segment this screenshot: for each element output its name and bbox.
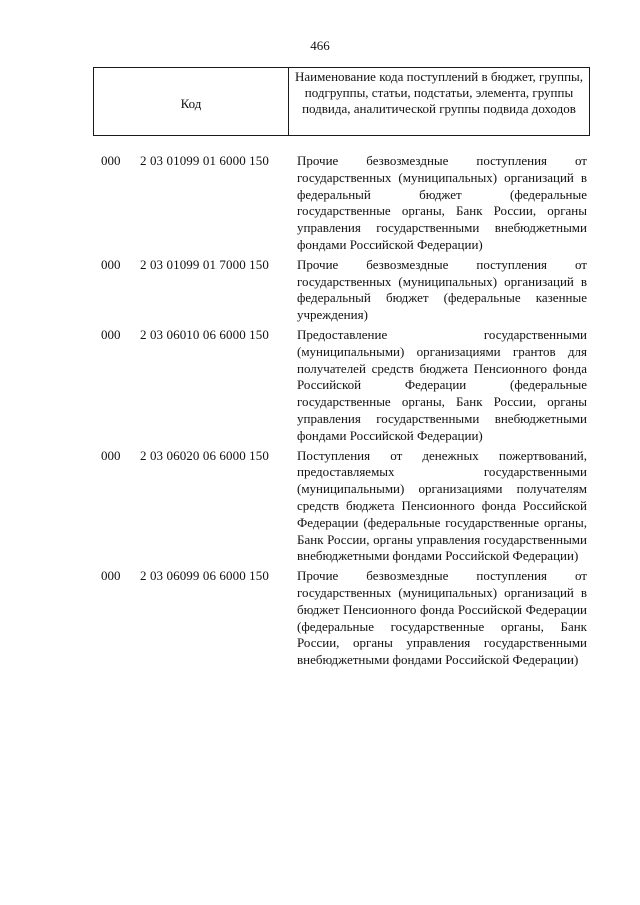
table-row xyxy=(0,445,640,566)
row-income-name: Предоставление государственными (муниципальными) организациями грантов для получателей средств бюджета Пенсионного фонда Российской Федерации (федеральные государственные органы, Банк России, органы управления государственными внебюджетными фондами Российской Федерации) xyxy=(297,326,587,443)
row-income-name: Прочие безвозмездные поступления от государственных (муниципальных) организаций в федеральный бюджет (федеральные казенные учреждения) xyxy=(297,256,587,323)
row-admin-code: 000 xyxy=(101,153,121,168)
table-row xyxy=(0,565,640,669)
header-code-label: Код xyxy=(94,68,289,135)
table-header xyxy=(93,67,590,136)
row-income-name: Поступления от денежных пожертвований, предоставляемых государственными (муниципальными) организациями получателям средств бюджета Пенсионного фонда Российской Федерации (федеральные государственные органы, Банк России, органы управления государственными внебюджетными фондами Российской Федерации) xyxy=(297,447,587,564)
row-admin-code: 000 xyxy=(101,326,121,342)
row-income-code: 2 03 01099 01 7000 150 xyxy=(140,256,269,272)
row-income-name: Прочие безвозмездные поступления от государственных (муниципальных) организаций в федеральный бюджет (федеральные государственные органы, Банк России, органы управления государственными внебюджетными фондами Российской Федерации) xyxy=(297,153,587,252)
table-row xyxy=(0,254,640,324)
row-income-code: 2 03 06099 06 6000 150 xyxy=(140,568,269,584)
row-income-name: Прочие безвозмездные поступления от государственных (муниципальных) организаций в бюджет Пенсионного фонда Российской Федерации (федеральные государственные органы, Банк России, органы управления государственными внебюджетными фондами Российской Федерации) xyxy=(297,568,587,668)
row-income-code: 2 03 06020 06 6000 150 xyxy=(140,447,269,463)
row-income-code: 2 03 06010 06 6000 150 xyxy=(140,326,269,342)
header-name-label: Наименование кода поступлений в бюджет, группы, подгруппы, статьи, подстатьи, элемента, группы подвида, аналитической группы подвида доходов xyxy=(294,69,584,116)
row-income-code: 2 03 01099 01 6000 150 xyxy=(140,153,269,168)
row-admin-code: 000 xyxy=(101,447,121,463)
table-body xyxy=(0,150,640,669)
row-admin-code: 000 xyxy=(101,256,121,272)
page-number: 466 xyxy=(310,38,330,53)
table-row xyxy=(0,150,640,254)
row-admin-code: 000 xyxy=(101,568,121,584)
table-row xyxy=(0,324,640,445)
